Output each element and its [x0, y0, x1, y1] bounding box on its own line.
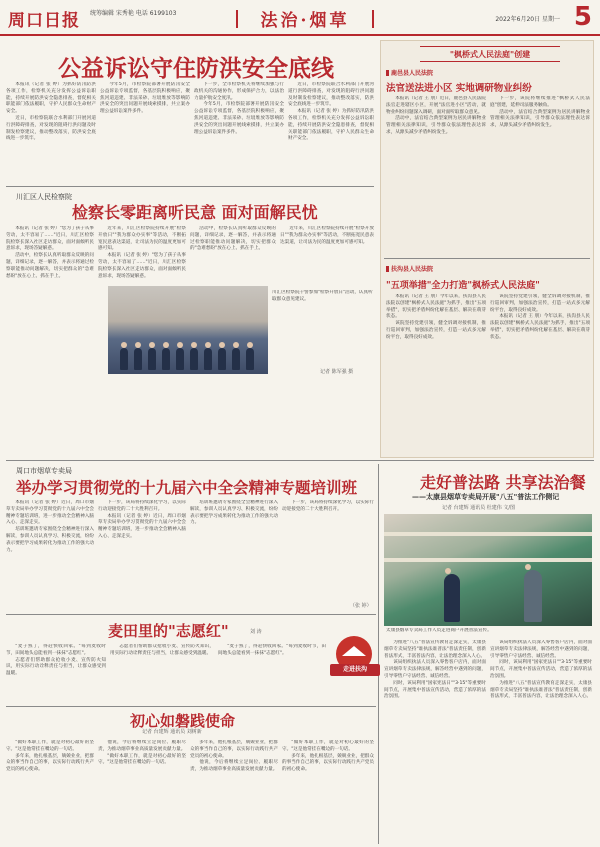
article2-photo-caption: 川汇区检察院干警参加"检察开放日"活动，认真听取群众意见建议。	[272, 290, 373, 302]
article4-body-col2: 该局组织执法人员深入零售客户店内，面对面宣讲烟草专卖法律法规，解答经营中遇到的问题，引导零售户守法经营、诚信经营。 同时，该局利用"国家宪法日""3·15"等重要时间节点，开展集中普法宣传活动，营造了浓厚的法治氛围。 为推进"八五"普法宣传教育走深走实，太康县烟草专卖局坚持"谁执法谁普法"普法责任制，创新普法形式，丰富普法内容，让法治理念深入人心。	[490, 640, 592, 700]
right-banner-title: "枫桥式人民法庭"创建	[420, 46, 560, 62]
divider	[6, 186, 374, 187]
issue-date: 2022年6月20日 星期一	[495, 16, 560, 23]
article3-body-col2: 下一步，该局将持续深化学习，以实际行动迎接党的二十大胜利召开。 本报讯（记者 张 婷）近日，周口市烟草专卖局举办学习贯彻党的十九届六中全会精神专题培训班，进一步推动全会精神入脑入心、走深走实。	[98, 500, 186, 539]
right-a2-body-col2: 该院坚持党建引领，健全诉调对接机制，推行巡回审判，加强法治宣传，打造一站式多元解纷平台，取得良好成效。 本报讯（记者 王 朋）今年以来，扶沟县人民法院以创建"枫桥式人民法庭"为抓手，推出"五项举措"，切实把矛盾纠纷化解在基层、解决在萌芽状态。	[490, 294, 590, 340]
right-a1-body-col1: 本报讯（记者 王 朋）近日，鹿邑县人民法院法官走进辖区小区，开展"法官进小区"活动，就物业纠纷问题深入调研，面对面听取群众意见。 活动中，法官结合典型案例为居民讲解物业管理相关法律知识，引导群众依法理性表达诉求，从源头减少矛盾纠纷发生。	[386, 96, 486, 135]
article5-body-col1: "麦子熟了，得赶快收回家。"每到麦收时节，田间地头总能看到一抹抹"志愿红"。 志愿者们帮助群众抢收小麦、宣传防火知识，用实际行动诠释责任与担当，让群众感受到温暖。	[6, 644, 106, 677]
article4-headline: 走好普法路 共享法治餐	[420, 473, 586, 492]
column-badge	[330, 636, 380, 682]
newspaper-logo: 周口日报	[8, 11, 80, 31]
article1-body-col1: 本报讯（记者 张 婷）为抓好防汛防洪各项工作，检察机关充分发挥公益诉讼职能，持续开展防洪安全隐患排查，督促相关职能部门依法履职，守护人民群众生命财产安全。 近日，市检察院联合水利部门开展河道行洪障碍排查，对发现的阻碍行洪问题及时制发检察建议，推动整改落实，防洪安全底线进一步筑牢。	[6, 82, 96, 142]
article2-body-col3: 活动中，检察长认真听取群众反映的问题，详细记录，逐一解答，并表示将通过检察职能推动问题解决，切实把群众的"急难愁盼"放在心上、抓在手上。	[190, 226, 276, 252]
article6-headline: 初心如磐践使命	[130, 712, 236, 730]
article6-body-col1: "做好本职工作，就是对初心最好的坚守。"这是他常挂在嘴边的一句话。 多年来，他扎根基层，兢兢业业，把群众的事当作自己的事，以实际行动践行共产党员的初心使命。	[6, 740, 94, 773]
column-badge-label: 走进扶沟	[330, 664, 380, 676]
article3-byline: （张 婷）	[350, 603, 372, 609]
article2-photo-credit: 记者 陈军强 摄	[320, 369, 354, 375]
article6-body-col4: "做好本职工作，就是对初心最好的坚守。"这是他常挂在嘴边的一句话。 多年来，他扎根基层，兢兢业业，把群众的事当作自己的事，以实际行动践行共产党员的初心使命。	[282, 740, 374, 773]
right-divider	[384, 258, 590, 259]
right-a2-kicker: 扶沟县人民法院	[386, 264, 433, 273]
article4-byline: 记者 台建辉 通讯员 杜建伟 文/图	[442, 505, 516, 511]
article1-headline: 公益诉讼守住防洪安全底线	[58, 55, 334, 82]
page-number: 5	[573, 2, 592, 32]
article3-body-col4: 下一步，该局将持续深化学习，以实际行动迎接党的二十大胜利召开。	[282, 500, 374, 512]
right-a2-body-col1: 本报讯（记者 王 朋）今年以来，扶沟县人民法院以创建"枫桥式人民法庭"为抓手，推出"五项举措"，切实把矛盾纠纷化解在基层、解决在萌芽状态。 该院坚持党建引领，健全诉调对接机制，推行巡回审判，加强法治宣传，打造一站式多元解纷平台，取得良好成效。	[386, 294, 486, 340]
masthead-editor-line: 统筹编辑 宋秀艳 电话 6199103	[90, 10, 177, 17]
article2-kicker: 川汇区人民检察院	[16, 193, 72, 201]
prosecutors-group-photo	[108, 286, 268, 374]
divider	[6, 614, 376, 615]
article2-body-col1: 本报讯（记者 张 婷）"您为了孩子从事劳动，太不容易了……"近日，川汇区检察院检察长深入社区走访群众，面对面倾听民意诉求，现场答疑解惑。 活动中，检察长认真听取群众反映的问题，详细记录，逐一解答，并表示将通过检察职能推动问题解决，切实把群众的"急难愁盼"放在心上、抓在手上。	[6, 226, 94, 279]
article1-body-col2: 今年5月，市检察院部署开展防汛安全公益诉讼专项监督，各基层院积极响应，聚焦河道违建、非法采砂、垃圾堆放等影响防洪安全的突出问题开展线索摸排，共立案办理公益诉讼案件多件。	[100, 82, 190, 115]
article6-byline: 记者 台建辉 通讯员 刘树新	[142, 729, 202, 735]
article3-body-col3: 培训班邀请专家围绕全会精神进行深入解读，参训人员认真学习、积极交流，纷纷表示要把学习成果转化为推动工作的强大动力。	[190, 500, 278, 526]
article6-body-col2: 他说，今后将继续立足岗位、履职尽责，为推动烟草事业高质量发展贡献力量。 "做好本职工作，就是对初心最好的坚守。"这是他常挂在嘴边的一句话。	[98, 740, 186, 766]
article5-author: 刘 涛	[250, 629, 262, 635]
article2-headline: 检察长零距离听民意 面对面解民忧	[72, 203, 318, 222]
article5-headline: 麦田里的"志愿红"	[108, 622, 229, 640]
article4-body-col1: 为推进"八五"普法宣传教育走深走实，太康县烟草专卖局坚持"谁执法谁普法"普法责任制，创新普法形式，丰富普法内容，让法治理念深入人心。 该局组织执法人员深入零售客户店内，面对面宣讲烟草专卖法律法规，解答经营中遇到的问题，引导零售户守法经营、诚信经营。 同时，该局利用"国家宪法日""3·15"等重要时间节点，开展集中普法宣传活动，营造了浓厚的法治氛围。	[384, 640, 486, 700]
masthead	[0, 0, 600, 36]
article5-body-col3: "麦子熟了，得赶快收回家。"每到麦收时节，田间地头总能看到一抹抹"志愿红"。	[218, 644, 326, 656]
article6-body-col3: 多年来，他扎根基层，兢兢业业，把群众的事当作自己的事，以实际行动践行共产党员的初心使命。 他说，今后将继续立足岗位、履职尽责，为推动烟草事业高质量发展贡献力量。	[190, 740, 278, 773]
right-a1-kicker: 鹿邑县人民法院	[386, 68, 433, 77]
article2-body-col2: 近年来，川汇区检察院持续开展"检察开放日""我为群众办实事"等活动，不断拓宽民意表达渠道，让司法为民的温度更加可感可知。 本报讯（记者 张 婷）"您为了孩子从事劳动，太不容易了……"近日，川汇区检察院检察长深入社区走访群众，面对面倾听民意诉求，现场答疑解惑。	[98, 226, 186, 279]
article4-photo-caption: 太康县烟草专卖局工作人员走进商户开展普法宣传。	[386, 628, 492, 633]
article3-headline: 举办学习贯彻党的十九届六中全会精神专题培训班	[16, 478, 358, 497]
article3-kicker: 周口市烟草专卖局	[16, 467, 72, 475]
article1-body-col3: 下一步，全市检察机关将继续加强与行政机关的沟通协作，形成保护合力，以法治力量护航安全度汛。 今年5月，市检察院部署开展防汛安全公益诉讼专项监督，各基层院积极响应，聚焦河道违建、非法采砂、垃圾堆放等影响防洪安全的突出问题开展线索摸排，共立案办理公益诉讼案件多件。	[194, 82, 284, 135]
article4-subhead: ——太康县烟草专卖局开展"八五"普法工作侧记	[412, 493, 560, 501]
article3-body-col1: 本报讯（记者 张 婷）近日，周口市烟草专卖局举办学习贯彻党的十九届六中全会精神专题培训班，进一步推动全会精神入脑入心、走深走实。 培训班邀请专家围绕全会精神进行深入解读，参训人员认真学习、积极交流，纷纷表示要把学习成果转化为推动工作的强大动力。	[6, 500, 94, 553]
right-a1-body-col2: 下一步，该院将继续推进"枫桥式人民法庭"创建，延伸司法服务触角。 活动中，法官结合典型案例为居民讲解物业管理相关法律知识，引导群众依法理性表达诉求，从源头减少矛盾纠纷发生。	[490, 96, 590, 129]
section-title: 法治·烟草	[240, 6, 370, 31]
article1-body-col4: 近日，市检察院联合水利部门开展河道行洪障碍排查，对发现的阻碍行洪问题及时制发检察建议，推动整改落实，防洪安全底线进一步筑牢。 本报讯（记者 张 婷）为抓好防汛防洪各项工作，检察机关充分发挥公益诉讼职能，持续开展防洪安全隐患排查，督促相关职能部门依法履职，守护人民群众生命财产安全。	[288, 82, 374, 142]
divider	[6, 706, 376, 707]
article2-body-col4: 近年来，川汇区检察院持续开展"检察开放日""我为群众办实事"等活动，不断拓宽民意表达渠道，让司法为民的温度更加可感可知。	[280, 226, 374, 245]
divider	[6, 460, 594, 461]
article5-body-col2: 志愿者们帮助群众抢收小麦、宣传防火知识，用实际行动诠释责任与担当，让群众感受到温暖。	[110, 644, 214, 656]
tobacco-officer-store-photo	[384, 514, 592, 626]
right-a2-headline: "五项举措"全力打造"枫桥式人民法庭"	[386, 281, 540, 291]
right-a1-headline: 法官送法进小区 实地调研物业纠纷	[386, 83, 532, 94]
